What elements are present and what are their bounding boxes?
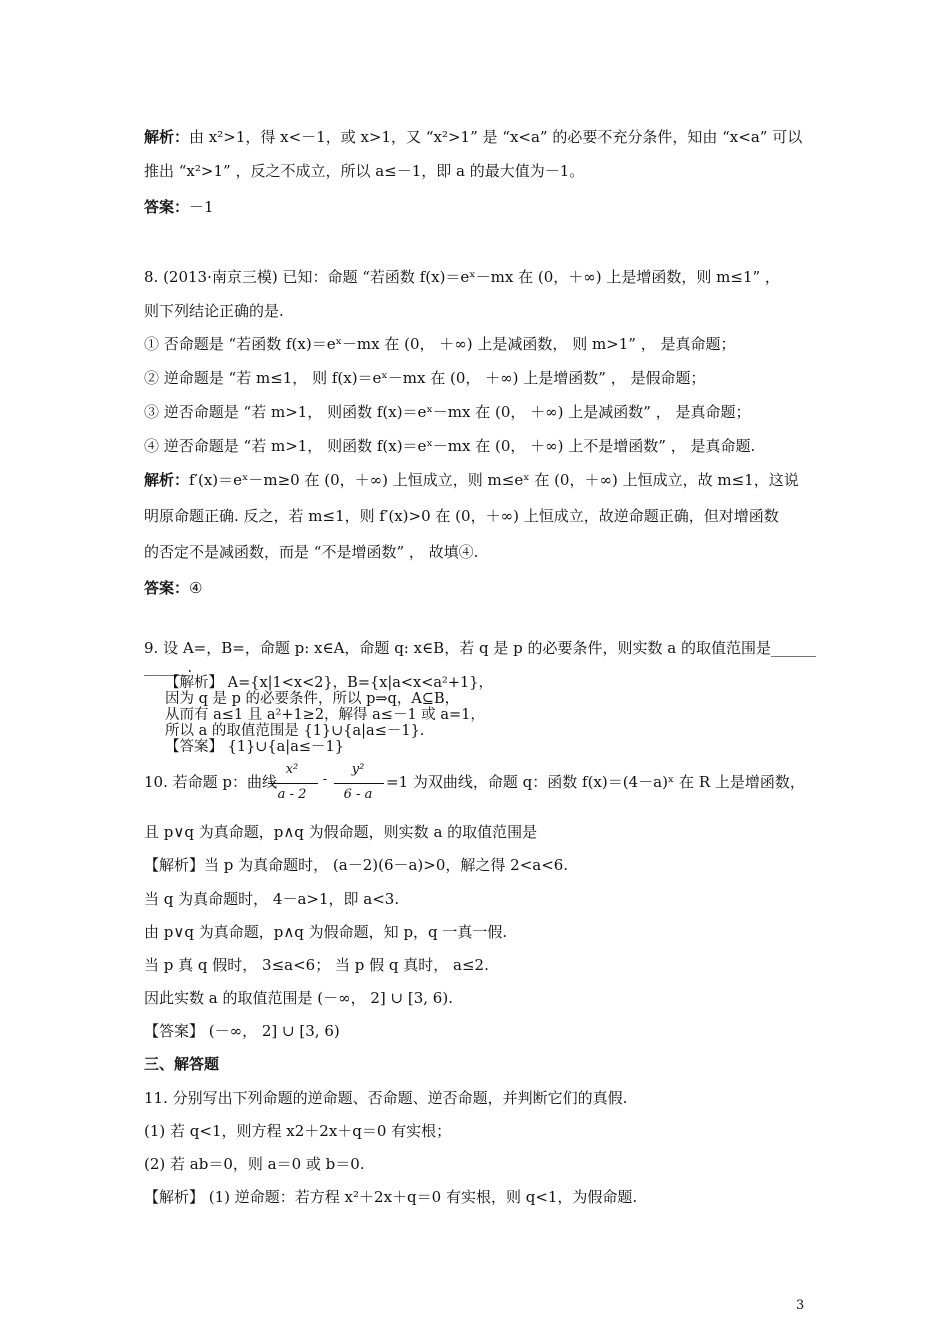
answer-label: 答案：: [144, 579, 190, 597]
q9-solution-line-3: 从而有 a≤1 且 a²+1≥2，解得 a≤－1 或 a=1，: [165, 707, 485, 723]
q11-question-line-1: 11. 分别写出下列命题的逆命题、否命题、逆否命题，并判断它们的真假.: [144, 1089, 628, 1107]
q9-question-line-1: 9. 设 A=，B=，命题 p: x∈A，命题 q: x∈B，若 q 是 p 的必要条件，则实数 a 的取值范围是______: [144, 639, 816, 657]
page-number: 3: [796, 1298, 805, 1313]
q8-option-4: ④ 逆否命题是 “若 m>1， 则函数 f(x)＝eˣ－mx 在 (0， ＋∞) 上不是增函数” ， 是真命题.: [144, 437, 756, 455]
q8-analysis-text-1: f′(x)＝eˣ－m≥0 在 (0，＋∞) 上恒成立，则 m≤eˣ 在 (0，＋∞) 上恒成立，故 m≤1，这说: [189, 471, 799, 489]
q8-question-line-2: 则下列结论正确的是.: [144, 302, 284, 320]
q8-option-2: ② 逆命题是 “若 m≤1， 则 f(x)＝eˣ－mx 在 (0， ＋∞) 上是增函数” ， 是假命题；: [144, 369, 706, 387]
q8-question-line-1: 8. (2013·南京三模) 已知：命题 “若函数 f(x)＝eˣ－mx 在 (0，＋∞) 上是增函数，则 m≤1” ，: [144, 268, 780, 286]
q11-solution-line-1: 【解析】 (1) 逆命题：若方程 x²＋2x＋q＝0 有实根，则 q<1，为假命题.: [144, 1188, 638, 1206]
q7-answer-line: [144, 197, 824, 217]
q10-fraction2-numerator: y²: [351, 762, 365, 777]
q10-fraction1-numerator: x²: [285, 762, 299, 777]
q9-answer-line: 【答案】 {1}∪{a|a≤－1}: [165, 739, 344, 755]
section-title: 三、解答题: [144, 1055, 220, 1073]
q8-answer: ④: [189, 579, 203, 597]
q9-question-line-2: ______.: [144, 660, 193, 676]
q8-analysis-line-3: 的否定不是减函数，而是 “不是增函数” ， 故填④.: [144, 543, 479, 561]
q10-solution-line-5: 因此实数 a 的取值范围是 (－∞， 2] ∪ [3, 6).: [144, 989, 453, 1007]
q10-fraction1-denominator: a - 2: [277, 787, 307, 802]
q10-fraction2-bar: [334, 783, 384, 784]
q8-option-1: ① 否命题是 “若函数 f(x)＝eˣ－mx 在 (0， ＋∞) 上是减函数， 则 m>1” ， 是真命题；: [144, 335, 736, 353]
answer-label: 答案：: [144, 198, 190, 216]
q10-question-line-2: 且 p∨q 为真命题，p∧q 为假命题，则实数 a 的取值范围是: [144, 823, 538, 841]
q10-solution-line-4: 当 p 真 q 假时， 3≤a<6； 当 p 假 q 真时， a≤2.: [144, 956, 489, 974]
q10-answer-line: 【答案】 (－∞， 2] ∪ [3, 6): [144, 1022, 340, 1040]
q10-fraction2-denominator: 6 - a: [343, 787, 373, 802]
q8-analysis-line-2: 明原命题正确. 反之，若 m≤1，则 f′(x)>0 在 (0，＋∞) 上恒成立，故逆命题正确，但对增函数: [144, 507, 779, 525]
q8-analysis-line-1: [144, 470, 824, 490]
q9-solution-line-2: 因为 q 是 p 的必要条件，所以 p⇒q，A⊆B，: [165, 691, 460, 707]
q10-solution-line-2: 当 q 为真命题时， 4－a>1，即 a<3.: [144, 890, 400, 908]
q7-answer: －1: [189, 198, 214, 216]
q8-answer-line: [144, 578, 824, 598]
q10-prefix: 10. 若命题 p：曲线: [144, 773, 277, 791]
q9-solution-line-4: 所以 a 的取值范围是 {1}∪{a|a≤－1}.: [165, 723, 425, 739]
analysis-label: 解析：: [144, 128, 190, 146]
q10-suffix: =1 为双曲线，命题 q：函数 f(x)＝(4－a)ˣ 在 R 上是增函数，: [386, 773, 805, 791]
q11-question-line-2: (1) 若 q<1，则方程 x2＋2x＋q＝0 有实根；: [144, 1122, 452, 1140]
q10-minus-sign: -: [322, 772, 328, 787]
q10-solution-line-3: 由 p∨q 为真命题，p∧q 为假命题，知 p，q 一真一假.: [144, 923, 508, 941]
q10-solution-line-1: 【解析】当 p 为真命题时， (a－2)(6－a)>0，解之得 2<a<6.: [144, 856, 569, 874]
analysis-label: 解析：: [144, 471, 190, 489]
q11-question-line-3: (2) 若 ab＝0，则 a＝0 或 b＝0.: [144, 1155, 365, 1173]
q8-option-3: ③ 逆否命题是 “若 m>1， 则函数 f(x)＝eˣ－mx 在 (0， ＋∞) 上是减函数” ， 是真命题；: [144, 403, 751, 421]
q7-analysis-text-1: 由 x²>1，得 x<－1，或 x>1，又 “x²>1” 是 “x<a” 的必要不充分条件，知由 “x<a” 可以: [189, 128, 803, 146]
q7-analysis-line-1: [144, 127, 824, 147]
q7-analysis-line-2: 推出 “x²>1” ，反之不成立，所以 a≤－1，即 a 的最大值为－1。: [144, 162, 585, 180]
q9-solution-line-1: 【解析】 A={x|1<x<2}，B={x|a<x<a²+1}，: [165, 675, 493, 691]
q10-fraction1-bar: [268, 783, 318, 784]
